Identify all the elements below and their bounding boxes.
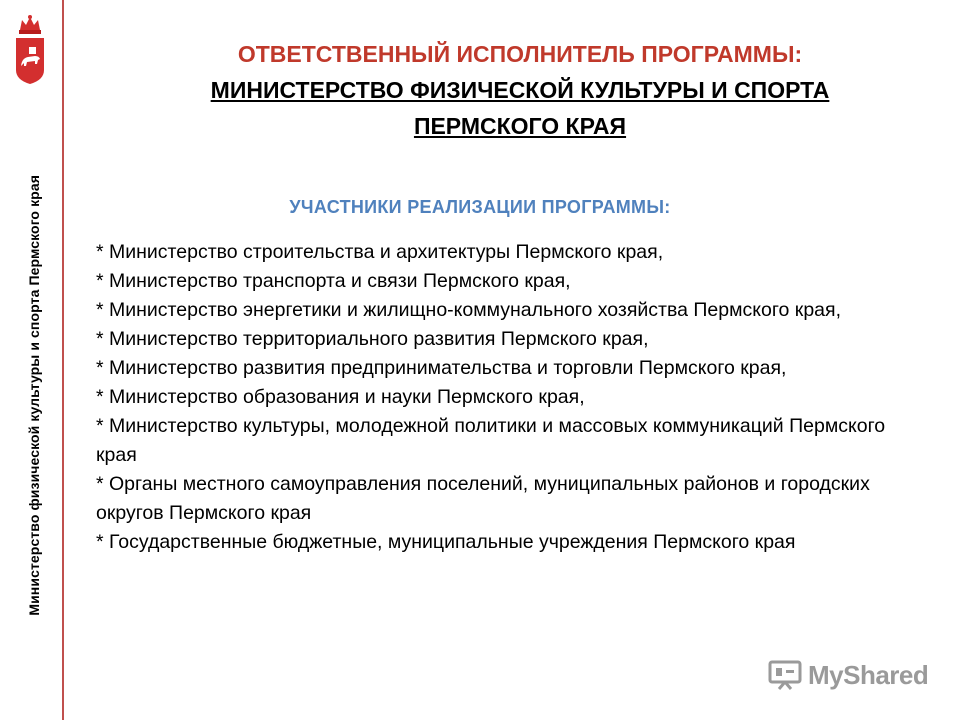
sidebar-divider [62, 0, 64, 720]
sidebar [0, 0, 62, 720]
title-line-responsible: ОТВЕТСТВЕННЫЙ ИСПОЛНИТЕЛЬ ПРОГРАММЫ: [237, 41, 803, 67]
participants-list [96, 238, 926, 557]
page-title [110, 36, 930, 144]
perm-krai-emblem-icon [13, 14, 47, 86]
list-item: * Министерство транспорта и связи Пермского края, [96, 270, 571, 292]
list-item: * Министерство строительства и архитектуры Пермского края, [96, 241, 664, 263]
participants-heading: УЧАСТНИКИ РЕАЛИЗАЦИИ ПРОГРАММЫ: [289, 197, 671, 217]
ministry-vertical-caption: Министерство физической культуры и спорта Пермского края [26, 174, 42, 616]
list-item: * Министерство территориального развития Пермского края, [96, 328, 649, 350]
list-item: * Государственные бюджетные, муниципальные учреждения Пермского края [96, 531, 796, 553]
title-line-ministry: МИНИСТЕРСТВО ФИЗИЧЕСКОЙ КУЛЬТУРЫ И СПОРТА [210, 77, 830, 103]
title-line-region: ПЕРМСКОГО КРАЯ [413, 113, 627, 139]
myshared-watermark[interactable] [768, 655, 928, 695]
presentation-board-icon [768, 660, 802, 690]
list-item: * Министерство образования и науки Пермского края, [96, 386, 585, 408]
list-item: * Министерство развития предпринимательства и торговли Пермского края, [96, 357, 787, 379]
list-item: * Органы местного самоуправления поселений, муниципальных районов и городских округов Пермского края [96, 473, 870, 524]
sidebar-caption-wrap [14, 100, 54, 690]
list-item: * Министерство культуры, молодежной политики и массовых коммуникаций Пермского края [96, 415, 886, 466]
watermark-label: MyShared [808, 659, 929, 690]
list-item: * Министерство энергетики и жилищно-коммунального хозяйства Пермского края, [96, 299, 841, 321]
